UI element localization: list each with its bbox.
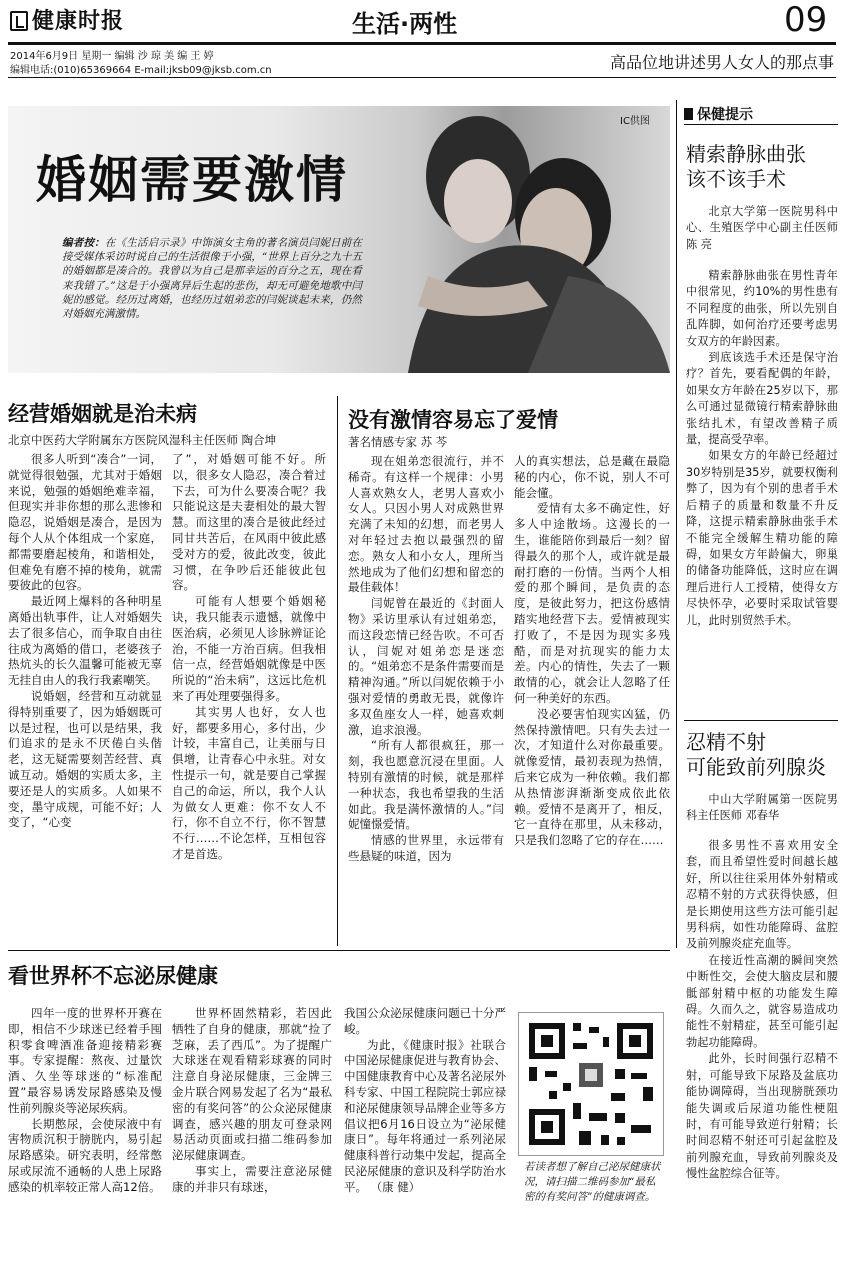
paragraph: 长期憋尿，会使尿液中有害物质沉积于膀胱内，易引起尿路感染。研究表明，经常憋尿或尿流不通畅的人患上尿路感染的机率较正常人高12倍。 (8, 1116, 162, 1194)
paragraph: 事实上，需要注意泌尿健康的并非只有球迷， (172, 1163, 332, 1194)
paper-name: 健康时报 (32, 8, 125, 34)
paragraph: 世界杯固然精彩，若因此牺牲了自身的健康，那就“捡了芝麻，丢了西瓜”。为了提醒广大球迷在观看精彩球赛的同时注意自身泌尿健康，三金牌三金片联合网易发起了名为“最私密的有奖问答”的公众泌尿健康调查，感兴趣的朋友可登录网易活动页面或扫描二维码参加泌尿健康调查。 (172, 1006, 332, 1163)
paragraph: 最近网上爆料的各种明星离婚出轨事件，让人对婚姻失去了很多信心，而争取自由往往成为离婚的借口，老婆孩子热炕头的长久温馨可能被无辜无挂自由人的我行我素嘲笑。 (8, 594, 162, 688)
paragraph: 四年一度的世界杯开赛在即，相信不少球迷已经着手囤积零食啤酒准备迎接精彩赛事。专家提醒：熬夜、过量饮酒、久坐等球迷的“标准配置”最容易诱发尿路感染及慢性前列腺炎等泌尿疾病。 (8, 1006, 162, 1115)
article2-col2 (514, 454, 670, 944)
paragraph: 如果女方的年龄已经超过30岁特别是35岁，就要权衡利弊了，因为有个别的患者手术后精子的质量和数量不升反降，这提示精索静脉曲张手术不能完全缓解生精功能的障碍，如果女方年龄偏大，卵巢的储备功能降低，这时应在调理后进行人工授精，使得女方尽快怀孕，必要时采取试管婴儿，此时别贸然手术。 (686, 449, 838, 627)
paragraph: 可能有人想要个婚姻秘诀，我只能表示遗憾，就像中医治病，必须见人诊脉辨证论治，不能一方治百病。但我相信一点，经营婚姻就像是中医所说的“治未病”，这远比危机来了再处理要强得多。 (172, 594, 326, 703)
worldcup-col1 (8, 1006, 162, 1284)
editor-note-text: 在《生活启示录》中饰演女主角的著名演员闫妮日前在接受媒体采访时说自己的生活很像于小强，“世界上百分之九十五的婚姻都是凑合的。我曾以为自己是那幸运的百分之五，现在看来我错了。”这是于小强离异后生起的悲伤，却无可避免地歌中闫妮的感觉。经历过离婚，也经历过姐弟恋的闫妮谈起未来，仍然对婚姻充满激情。 (62, 237, 363, 321)
paragraph: 此外，长时间强行忍精不射，可能导致下尿路及盆底功能协调障碍，当出现膀胱颈功能失调或后尿道功能性梗阻时，有可能导致逆行射精；长时间忍精不射还可引起盆腔及前列腺充血，导致前列腺炎及慢性盆腔综合征等。 (686, 1052, 838, 1181)
page-number: 09 (784, 0, 828, 40)
title-line: 忍精不射 (686, 730, 766, 754)
paragraph: 精索静脉曲张在男性青年中很常见，约10%的男性患有不同程度的曲张，所以先别自乱阵脚，如何治疗还要考虑男女双方的年龄因素。 (686, 269, 838, 348)
article2-col1 (348, 454, 504, 944)
sidebar-article2-body (686, 838, 838, 1282)
sidebar-header-rule (684, 124, 838, 125)
paragraph: 现在姐弟恋很流行，并不稀奇。有这样一个规律：小男人喜欢熟女人，老男人喜欢小女人。只因小男人对成熟世界充满了未知的幻想，而老男人对年轻过去抱以最强烈的留恋。熟女人和小女人，理所当然地成为了他们幻想和留恋的最佳载体！ (348, 454, 504, 595)
article2-title: 没有激情容易忘了爱情 (348, 408, 558, 432)
article1-byline: 北京中医药大学附属东方医院风湿科主任医师 陶合坤 (8, 433, 277, 447)
paragraph: “所有人都很疯狂，那一刻，我也愿意沉浸在里面。人特别有激情的时候，就是那样一种状态，我也希望我的生活如此。我是满怀激情的人。”闫妮憧憬爱情。 (348, 738, 504, 832)
title-line: 精索静脉曲张 (686, 142, 806, 166)
paragraph: 很多人听到“凑合”一词，就觉得很勉强，尤其对于婚姻来说，勉强的婚姻绝难幸福，但现实并非你想的那么悲惨和隐忍，说婚姻是凑合，是因为每个人从个体组成一个家庭，都需要磨起棱角，和谐相处，但难免有磨不掉的棱角，就需要彼此的包容。 (8, 452, 162, 593)
worldcup-col3 (344, 1006, 506, 1284)
masthead-rule (8, 42, 836, 45)
paragraph: 在接近性高潮的瞬间突然中断性交，会使大脑皮层和腰骶部射精中枢的功能发生障碍。久而久之，就容易造成功能性不射精症，甚至可能引起勃起功能障碍。 (686, 953, 838, 1049)
byline: 北京大学第一医院男科中心、生殖医学中心副主任医师 陈 亮 (686, 205, 838, 251)
sidebar-article1-body (686, 268, 838, 714)
date-line: 2014年6月9日 星期一 编辑 沙 琼 美 编 王 婷 (10, 51, 214, 62)
paragraph: 我国公众泌尿健康问题已十分严峻。 (344, 1006, 506, 1036)
paragraph: 为此，《健康时报》社联合中国泌尿健康促进与教育协会、中国健康教育中心及著名泌尿外科专家、中国工程院院士郭应禄和泌尿健康领导品牌企业等多方倡议把6月16日设立为“泌尿健康日”。每年将通过一系列泌尿健康科普行动集中发起，提高全民泌尿健康的意识及科学防治水平。 （康 健） (344, 1037, 506, 1194)
paragraph: 到底该选手术还是保守治疗？首先，要看配偶的年龄，如果女方年龄在25岁以下，那么可通过显微镜行精索静脉曲张结扎术，有望改善精子质量，提高受孕率。 (686, 351, 838, 447)
paper-logo (10, 4, 124, 35)
qr-code[interactable] (518, 1012, 664, 1156)
byline: 中山大学附属第一医院男科主任医师 邓春华 (686, 793, 838, 823)
article-divider (337, 396, 338, 946)
sidebar-divider (676, 100, 677, 948)
article1-col1 (8, 452, 162, 944)
sidebar-article2-byline (686, 792, 838, 825)
editor-note-label: 编者按： (62, 237, 105, 249)
masthead-rule-thin (8, 77, 836, 78)
sidebar-article1-title (686, 142, 806, 192)
sidebar-separator (684, 720, 838, 721)
sidebar-article2-title (686, 730, 826, 780)
section-rule (8, 950, 670, 951)
photo-credit: IC供图 (620, 116, 650, 127)
section-title: 生活·两性 (352, 10, 458, 38)
worldcup-title: 看世界杯不忘泌尿健康 (8, 964, 218, 988)
editor-note (62, 236, 362, 321)
paragraph: 了”，对婚姻可能不好。所以，很多女人隐忍，凑合着过下去，可为什么要凑合呢？我只能说这是夫妻相处的最大智慧。而这里的凑合是彼此经过同甘共苦后，在风雨中彼此感受对方的爱，彼此改变，彼此习惯，在争吵后还能彼此包容。 (172, 452, 326, 593)
worldcup-col2 (172, 1006, 332, 1284)
paragraph: 说婚姻，经营和互动就显得特别重要了，因为婚姻既可以是过程，也可以是结果，我们追求的是永不厌倦白头偕老，这无疑需要刻苦经营、真诚互动。婚姻的实质太多，主要还是人的实质多。人如果不变，墨守成规，可能不好；人变了，“心变 (8, 688, 162, 830)
paragraph: 人的真实想法，总是藏在最隐秘的内心，你不说，别人不可能会懂。 (514, 454, 670, 500)
paragraph: 闫妮曾在最近的《封面人物》采访里承认有过姐弟恋，而这段恋情已经告吹。不可否认，闫妮对姐弟恋是迷恋的。“姐弟恋不是条件需要而是精神沟通。”所以闫妮依赖于小强对爱情的勇敢无畏，就像许多双鱼座女人一样，她喜欢刺激，追求浪漫。 (348, 596, 504, 737)
article1-title: 经营婚姻就是治未病 (8, 402, 197, 426)
sidebar-article1-byline (686, 204, 838, 253)
paragraph: 很多男性不喜欢用安全套，而且希望性爱时间越长越好，所以往往采用体外射精或忍精不射的方式获得快感，但是长期使用这些方法可能引起男科病，如性功能障碍、盆腔及前列腺炎症充血等。 (686, 839, 838, 951)
logo-icon (10, 11, 28, 31)
title-line: 该不该手术 (686, 167, 786, 191)
article1-col2 (172, 452, 326, 944)
hero-title: 婚姻需要激情 (36, 150, 348, 209)
contact-line: 编辑电话:(010)65369664 E-mail:jksb09@jksb.com.cn (10, 65, 272, 76)
sidebar-header: 保健提示 (684, 104, 753, 124)
title-line: 可能致前列腺炎 (686, 755, 826, 779)
qr-code-icon (519, 1013, 663, 1155)
tagline: 高品位地讲述男人女人的那点事 (609, 53, 834, 72)
paragraph: 没必要害怕现实凶猛，仍然保持激情吧。只有失去过一次，才知道什么对你最重要。就像爱情，最初表现为热情，后来它成为一种依赖。我们都从热情澎湃渐渐变成依此依赖。爱情不是离开了，相反，它一直待在那里，从未移动，只是我们忽略了它的存在…… (514, 706, 670, 848)
article2-byline: 著名情感专家 苏 芩 (348, 435, 448, 449)
paragraph: 其实男人也好，女人也好，都要多用心，多付出，少计较，丰富自己，让美丽与日俱增，让青春心中永驻。对女性提示一句，就是要自己掌握自己的命运，所以，我个人认为做女人更难：你不女人不行，你不自立不行，你不智慧不行……不论怎样，互相包容才是首选。 (172, 704, 326, 861)
paragraph: 爱情有太多不确定性，好多人中途散场。这漫长的一生，谁能陪你到最后一刻？留得最久的那个人，或许就是最耐打磨的一份情。当两个人相爱的那个瞬间，是负责的态度，是彼此努力，把这份感情踏实地经营下去。爱情被现实打败了，不是因为现实多残酷，而是对抗现实的能力太差。内心的情性，失去了一颗敢情的心，就会让人忽略了任何一种美好的东西。 (514, 501, 670, 705)
qr-caption: 若读者想了解自己泌尿健康状况，请扫描二维码参加“最私密的有奖问答”的健康调查。 (524, 1161, 661, 1203)
paragraph: 情感的世界里，永远带有些悬疑的味道，因为 (348, 833, 504, 863)
